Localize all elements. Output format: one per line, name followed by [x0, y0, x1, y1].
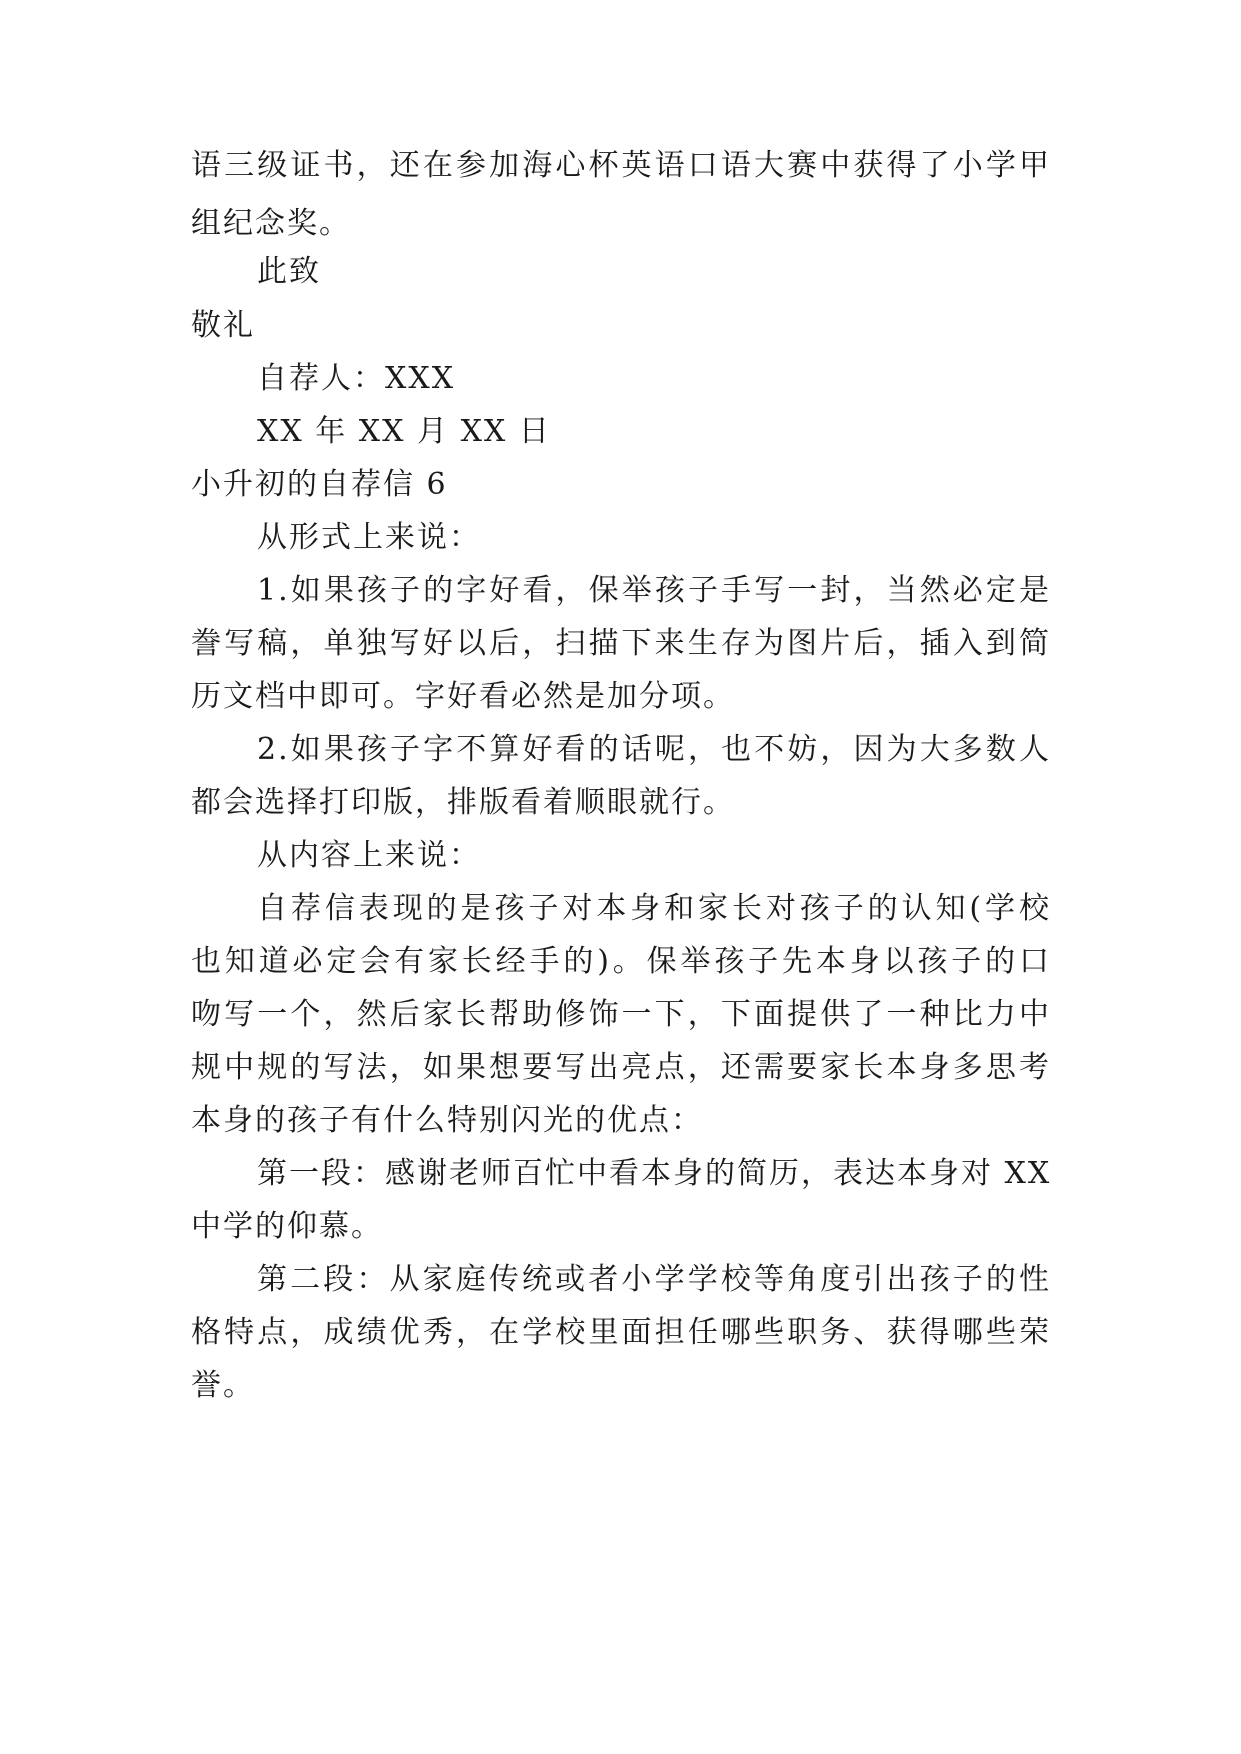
- text-line: 本身的孩子有什么特别闪光的优点：: [191, 1103, 703, 1138]
- text-line: 2.如果孩子字不算好看的话呢，也不妨，因为大多数人: [257, 732, 1051, 767]
- subheading: 从形式上来说：: [257, 520, 481, 555]
- text-line: 自荐信表现的是孩子对本身和家长对孩子的认知(学校: [257, 891, 1051, 926]
- text-line: 誉。: [191, 1368, 255, 1403]
- subheading: 从内容上来说：: [257, 838, 481, 873]
- section-heading: 小升初的自荐信 6: [191, 467, 448, 502]
- text-line: 1.如果孩子的字好看，保举孩子手写一封，当然必定是: [257, 573, 1051, 608]
- signature-line: 自荐人：XXX: [257, 361, 456, 396]
- text-line: 语三级证书，还在参加海心杯英语口语大赛中获得了小学甲: [191, 148, 1051, 183]
- text-line: 第二段：从家庭传统或者小学学校等角度引出孩子的性: [257, 1262, 1051, 1297]
- text-line: 第一段：感谢老师百忙中看本身的简历，表达本身对 XX: [257, 1156, 1051, 1191]
- text-line: 也知道必定会有家长经手的)。保举孩子先本身以孩子的口: [191, 944, 1051, 979]
- salutation-line: 敬礼: [191, 308, 255, 343]
- text-line: 都会选择打印版，排版看着顺眼就行。: [191, 785, 735, 820]
- date-line: XX 年 XX 月 XX 日: [257, 414, 551, 449]
- text-line: 格特点，成绩优秀，在学校里面担任哪些职务、获得哪些荣: [191, 1315, 1051, 1350]
- text-line: 规中规的写法，如果想要写出亮点，还需要家长本身多思考: [191, 1050, 1051, 1085]
- text-line: 誊写稿，单独写好以后，扫描下来生存为图片后，插入到简: [191, 626, 1051, 661]
- text-line: 历文档中即可。字好看必然是加分项。: [191, 679, 735, 714]
- text-line: 中学的仰慕。: [191, 1209, 383, 1244]
- text-line: 吻写一个，然后家长帮助修饰一下，下面提供了一种比力中: [191, 997, 1051, 1032]
- text-line: 组纪念奖。: [191, 206, 351, 241]
- salutation-line: 此致: [257, 254, 321, 289]
